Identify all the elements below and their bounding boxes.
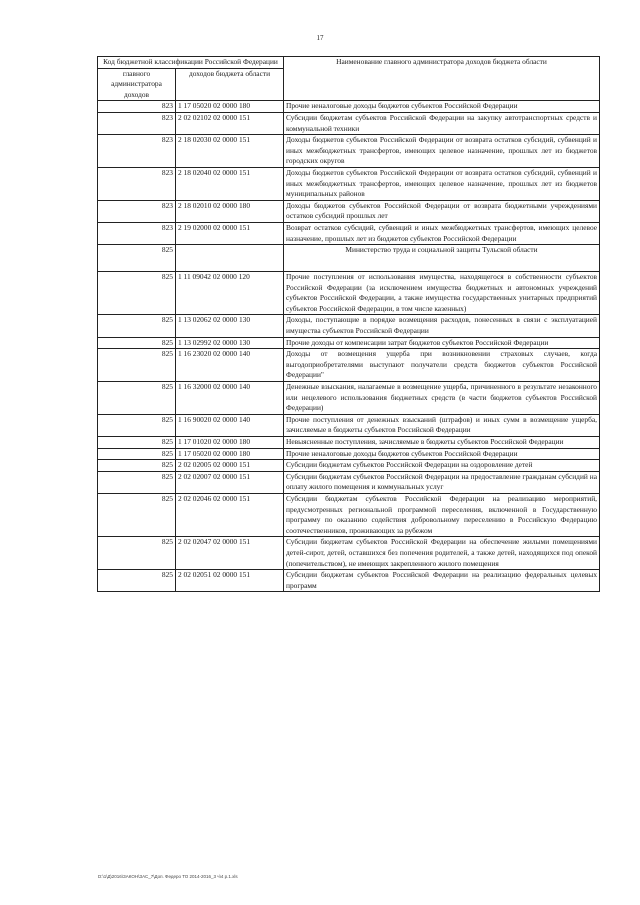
revenue-code-cell: 1 16 90020 02 0000 140	[176, 414, 284, 436]
admin-code-cell: 825	[98, 460, 176, 472]
revenue-code-cell: 2 18 02010 02 0000 180	[176, 200, 284, 222]
revenue-name-cell: Прочие неналоговые доходы бюджетов субъектов Российской Федерации	[284, 101, 600, 113]
revenue-name-cell: Прочие поступления от денежных взысканий (штрафов) и иных сумм в возмещение ущерба, зачисляемые в бюджеты субъектов Российской Федерации	[284, 414, 600, 436]
revenue-code-cell: 2 02 02005 02 0000 151	[176, 460, 284, 472]
table-row	[98, 537, 600, 570]
revenue-name-cell: Доходы бюджетов субъектов Российской Федерации от возврата остатков субсидий, субвенций и иных межбюджетных трансфертов, имеющих целевое назначение, прошлых лет из бюджетов городских округов	[284, 135, 600, 168]
revenue-name-cell: Субсидии бюджетам субъектов Российской Федерации на обеспечение жилыми помещениями детей-сирот, детей, оставшихся без попечения родителей, а также детей, находящихся под опекой (попечительством), не имеющих закрепленного жилого помещения	[284, 537, 600, 570]
admin-code-cell: 825	[98, 315, 176, 337]
revenue-code-cell: 1 17 05020 02 0000 180	[176, 448, 284, 460]
table-row	[98, 493, 600, 536]
revenue-code-cell: 1 17 01020 02 0000 180	[176, 437, 284, 449]
revenue-code-cell: 1 16 32000 02 0000 140	[176, 382, 284, 415]
table-row	[98, 437, 600, 449]
revenue-code-cell	[176, 245, 284, 272]
admin-code-cell: 825	[98, 493, 176, 536]
revenue-code-cell: 2 02 02046 02 0000 151	[176, 493, 284, 536]
table-row	[98, 167, 600, 200]
header-row	[98, 57, 600, 69]
page-number: 17	[316, 34, 324, 42]
admin-code-cell: 825	[98, 349, 176, 382]
revenue-code-cell: 2 18 02030 02 0000 151	[176, 135, 284, 168]
revenue-code-cell: 1 13 02992 02 0000 130	[176, 337, 284, 349]
table-row	[98, 101, 600, 113]
revenue-name-cell: Субсидии бюджетам субъектов Российской Федерации на предоставление гражданам субсидий на оплату жилого помещения и коммунальных услуг	[284, 471, 600, 493]
revenue-code-cell: 1 11 09042 02 0000 120	[176, 272, 284, 315]
admin-code-cell: 825	[98, 414, 176, 436]
revenue-code-cell: 2 02 02047 02 0000 151	[176, 537, 284, 570]
revenue-name-cell: Субсидии бюджетам субъектов Российской Федерации на реализацию федеральных целевых программ	[284, 570, 600, 592]
admin-code-cell: 823	[98, 167, 176, 200]
table-row	[98, 414, 600, 436]
admin-code-cell: 825	[98, 448, 176, 460]
table-row	[98, 337, 600, 349]
admin-code-cell: 823	[98, 200, 176, 222]
admin-code-cell: 825	[98, 570, 176, 592]
revenue-code-cell: 1 16 23020 02 0000 140	[176, 349, 284, 382]
admin-code-cell: 825	[98, 537, 176, 570]
revenue-name-cell: Денежные взыскания, налагаемые в возмещение ущерба, причиненного в результате незаконного или нецелевого использования бюджетных средств (в части бюджетов субъектов Российской Федерации)	[284, 382, 600, 415]
revenue-code-cell: 2 18 02040 02 0000 151	[176, 167, 284, 200]
revenue-code-cell: 2 02 02102 02 0000 151	[176, 112, 284, 134]
file-path-footer: D:\1\Д\2016\ЗАКОН\ЗАС_7\Доп. Федеро ТО 2014-2016_3 ч\4 р.1.xls	[98, 874, 238, 879]
table-row	[98, 570, 600, 592]
admin-code-cell: 825	[98, 272, 176, 315]
revenue-administrators-table	[97, 56, 600, 592]
revenue-code-cell: 2 02 02051 02 0000 151	[176, 570, 284, 592]
admin-code-cell: 825	[98, 471, 176, 493]
admin-header: главного администратора доходов	[98, 68, 176, 101]
revenue-name-cell: Доходы бюджетов субъектов Российской Федерации от возврата бюджетными учреждениями остатков субсидий прошлых лет	[284, 200, 600, 222]
admin-code-cell: 823	[98, 135, 176, 168]
revenue-code-cell: 1 13 02062 02 0000 130	[176, 315, 284, 337]
table-row	[98, 471, 600, 493]
revenue-name-cell: Невыясненные поступления, зачисляемые в бюджеты субъектов Российской Федерации	[284, 437, 600, 449]
table-row	[98, 135, 600, 168]
admin-code-cell: 825	[98, 437, 176, 449]
revenue-name-cell: Доходы, поступающие в порядке возмещения расходов, понесенных в связи с эксплуатацией имущества субъектов Российской Федерации	[284, 315, 600, 337]
admin-code-cell: 823	[98, 101, 176, 113]
table-row	[98, 272, 600, 315]
revenue-header: доходов бюджета области	[176, 68, 284, 101]
table-row	[98, 200, 600, 222]
revenue-name-cell: Прочие поступления от использования имущества, находящегося в собственности субъектов Российской Федерации (за исключением имущества бюджетных и автономных учреждений субъектов Российской Федерации, а также имущества государственных унитарных предприятий субъектов Российской Федерации, в том числе казенных)	[284, 272, 600, 315]
ministry-name-cell: Министерство труда и социальной защиты Тульской области	[284, 245, 600, 272]
ministry-row	[98, 245, 600, 272]
name-header: Наименование главного администратора доходов бюджета области	[284, 57, 600, 101]
revenue-code-cell: 2 19 02000 02 0000 151	[176, 222, 284, 244]
revenue-name-cell: Прочие неналоговые доходы бюджетов субъектов Российской Федерации	[284, 448, 600, 460]
revenue-name-cell: Доходы от возмещения ущерба при возникновении страховых случаев, когда выгодоприобретателями выступают получатели средств бюджетов субъектов Российской Федерации"	[284, 349, 600, 382]
table-body	[98, 101, 600, 592]
revenue-name-cell: Субсидии бюджетам субъектов Российской Федерации на оздоровление детей	[284, 460, 600, 472]
admin-code-cell: 825	[98, 337, 176, 349]
table-row	[98, 349, 600, 382]
revenue-name-cell: Возврат остатков субсидий, субвенций и иных межбюджетных трансфертов, имеющих целевое назначение, прошлых лет из бюджетов субъектов Российской Федерации	[284, 222, 600, 244]
admin-code-cell: 823	[98, 222, 176, 244]
admin-code-cell: 825	[98, 245, 176, 272]
table-row	[98, 112, 600, 134]
table-row	[98, 460, 600, 472]
kbk-header: Код бюджетной классификации Российской Федерации	[98, 57, 284, 69]
revenue-name-cell: Субсидии бюджетам субъектов Российской Федерации на закупку автотранспортных средств и коммунальной техники	[284, 112, 600, 134]
revenue-name-cell: Прочие доходы от компенсации затрат бюджетов субъектов Российской Федерации	[284, 337, 600, 349]
revenue-code-cell: 2 02 02007 02 0000 151	[176, 471, 284, 493]
revenue-name-cell: Доходы бюджетов субъектов Российской Федерации от возврата остатков субсидий, субвенций и иных межбюджетных трансфертов, имеющих целевое назначение, прошлых лет из бюджетов муниципальных районов	[284, 167, 600, 200]
table-row	[98, 315, 600, 337]
table-row	[98, 222, 600, 244]
revenue-code-cell: 1 17 05020 02 0000 180	[176, 101, 284, 113]
table-row	[98, 382, 600, 415]
admin-code-cell: 825	[98, 382, 176, 415]
admin-code-cell: 823	[98, 112, 176, 134]
table-row	[98, 448, 600, 460]
revenue-name-cell: Субсидии бюджетам субъектов Российской Федерации на реализацию мероприятий, предусмотренных региональной программой переселения, включенной в Государственную программу по оказанию содействия добровольному переселению в Российскую Федерацию соотечественников, проживающих за рубежом	[284, 493, 600, 536]
